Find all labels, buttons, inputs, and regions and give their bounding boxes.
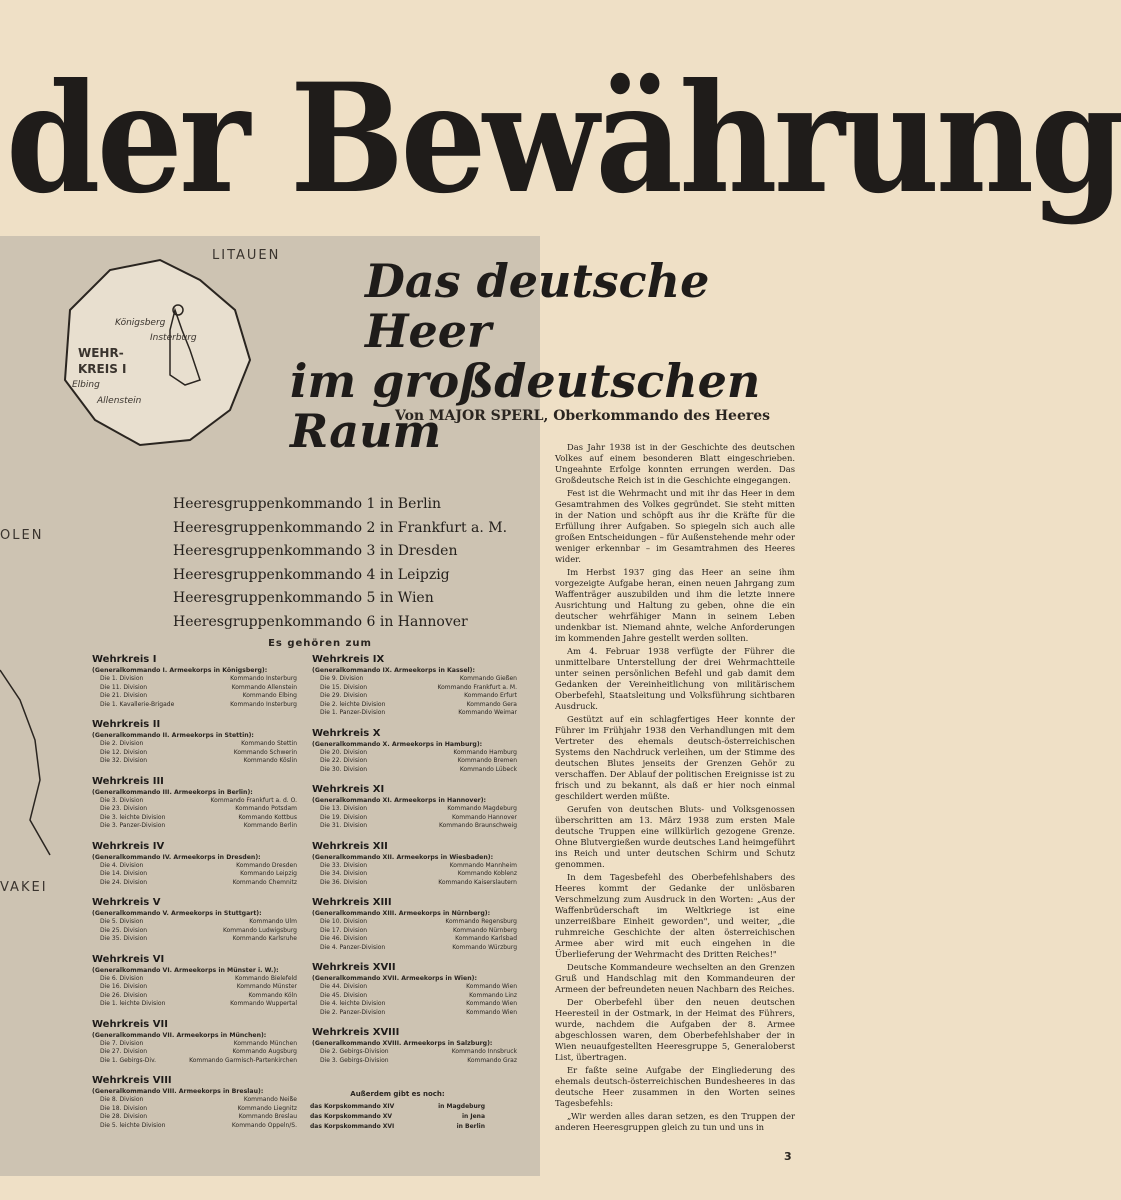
headline: der Bewährung (6, 51, 1121, 227)
division-row (92, 975, 297, 984)
division-name: Die 8. Division (100, 1096, 144, 1103)
division-name: Die 14. Division (100, 870, 148, 877)
division-kommando: Kommando Lübeck (459, 765, 517, 773)
division-kommando: Kommando Bremen (457, 757, 517, 764)
wehrkreis-block (92, 954, 297, 1009)
extra-heading: Außerdem gibt es noch: (350, 1090, 445, 1098)
division-row (92, 692, 297, 701)
division-kommando: Kommando Linz (469, 991, 517, 999)
map-label-slowakei: VAKEI (0, 880, 48, 895)
division-kommando: Kommando Würzburg (452, 943, 517, 951)
division-kommando: Kommando Insterburg (230, 675, 297, 682)
division-name: Die 2. Division (100, 740, 144, 747)
division-name: Die 36. Division (320, 878, 368, 886)
wehrkreis-title: Wehrkreis XI (312, 784, 385, 795)
division-name: Die 1. Kavallerie-Brigade (100, 700, 175, 708)
division-row (92, 1105, 297, 1114)
division-kommando: Kommando München (233, 1039, 297, 1047)
article-paragraph: Deutsche Kommandeure wechselten an den Grenzen Gruß und Handschlag mit den Kommandeuren der Armeen der befreundeten neuen Nachbarn des Reiches. (555, 962, 795, 994)
division-name: Die 34. Division (320, 870, 368, 877)
division-row (92, 701, 297, 710)
map-label-polen: OLEN (0, 528, 44, 543)
division-row (312, 927, 517, 936)
division-row (92, 814, 297, 823)
wehrkreis-generalkommando: (Generalkommando XII. Armeekorps in Wiesbaden): (312, 853, 494, 861)
division-kommando: Kommando Karlsbad (455, 935, 517, 942)
list-item: Heeresgruppenkommando 3 in Dresden (173, 543, 458, 559)
division-row (92, 1113, 297, 1122)
wehrkreis-generalkommando: (Generalkommando VI. Armeekorps in Münster i. W.): (92, 966, 279, 974)
map-label-litauen: LITAUEN (212, 248, 281, 263)
division-kommando: Kommando Münster (236, 983, 297, 990)
division-row (312, 1048, 517, 1057)
division-row (312, 935, 517, 944)
wehrkreis-title: Wehrkreis X (312, 727, 381, 739)
wehrkreis-title: Wehrkreis VII (92, 1018, 168, 1030)
division-kommando: Kommando Kottbus (238, 813, 297, 821)
division-kommando: Kommando Wuppertal (230, 1000, 297, 1007)
division-row (312, 749, 517, 758)
wehrkreis-generalkommando: (Generalkommando II. Armeekorps in Stettin): (92, 732, 254, 739)
division-kommando: Kommando Mannheim (449, 861, 517, 869)
wehrkreis-generalkommando: (Generalkommando I. Armeekorps in Königsberg): (92, 667, 268, 674)
map-border-line (0, 660, 60, 860)
division-name: Die 32. Division (100, 757, 148, 764)
division-kommando: Kommando Chemnitz (232, 878, 297, 886)
division-name: Die 23. Division (100, 805, 148, 812)
division-name: Die 10. Division (320, 918, 368, 925)
division-row (92, 684, 297, 693)
division-name: Die 16. Division (100, 983, 148, 990)
map-label-allenstein: Allenstein (97, 396, 142, 406)
wehrkreis-block (92, 1019, 297, 1066)
division-row (92, 1096, 297, 1105)
map-label-koenigsberg: Königsberg (115, 318, 166, 328)
division-kommando: Kommando Hannover (451, 813, 517, 821)
division-kommando: Kommando Magdeburg (447, 805, 517, 812)
subtitle-line-2: im großdeutschen Raum (290, 354, 761, 458)
division-name: Die 6. Division (100, 974, 144, 982)
wehrkreis-generalkommando: (Generalkommando XI. Armeekorps in Hannover): (312, 797, 487, 804)
division-name: Die 1. Division (100, 675, 144, 682)
division-row (312, 675, 517, 684)
wehrkreis-block (312, 654, 517, 718)
division-name: Die 1. Gebirgs-Div. (100, 1056, 157, 1064)
article-paragraph: Fest ist die Wehrmacht und mit ihr das Heer in dem Gesamtrahmen des Volkes gegründet. Sie steht mitten in der Nation und schöpft aus ihr die Kräfte für die Erfüllung ihrer Aufgaben. So spiegeln sich auch alle großen Entscheidungen – für Außenstehende mehr oder weniger erkennbar – im Gesamtrahmen des Heeres wider. (555, 488, 795, 564)
division-name: Die 3. Gebirgs-Division (320, 1056, 389, 1064)
wehrkreis-block (92, 776, 297, 831)
division-name: Die 3. Panzer-Division (100, 822, 166, 829)
division-row (92, 749, 297, 758)
division-kommando: Kommando Nürnberg (453, 926, 517, 934)
wehrkreis-block (92, 1075, 297, 1130)
division-kommando: Kommando Graz (467, 1056, 517, 1064)
division-row (312, 692, 517, 701)
division-name: Die 17. Division (320, 926, 368, 934)
division-name: Die 33. Division (320, 861, 368, 869)
wehrkreis-generalkommando: (Generalkommando VII. Armeekorps in München): (92, 1031, 267, 1039)
wehrkreis-block (92, 841, 297, 888)
division-row (312, 862, 517, 871)
division-kommando: Kommando Potsdam (235, 805, 297, 812)
heeresgruppen-list (173, 493, 533, 634)
wehrkreis-generalkommando: (Generalkommando XVIII. Armeekorps in Salzburg): (312, 1040, 493, 1047)
division-row (92, 862, 297, 871)
division-name: Die 4. leichte Division (320, 1000, 386, 1007)
division-row (312, 870, 517, 879)
division-kommando: Kommando Berlin (243, 822, 297, 829)
wehrkreis-generalkommando: (Generalkommando III. Armeekorps in Berlin): (92, 788, 253, 796)
division-kommando: Kommando Koblenz (457, 870, 517, 877)
wehrkreis-title: Wehrkreis XVIII (312, 1027, 400, 1038)
division-kommando: Kommando Dresden (236, 861, 297, 869)
article-paragraph: Das Jahr 1938 ist in der Geschichte des deutschen Volkes auf einem besonderen Blatt eingeschrieben. Ungeahnte Erfolge konnten errungen werden. Das Großdeutsche Reich ist in die Geschichte eingegangen. (555, 442, 795, 485)
wehrkreis-title: Wehrkreis XVII (312, 962, 396, 973)
extra-label: das Korpskommando XVI (310, 1123, 395, 1130)
division-kommando: Kommando Schwerin (233, 748, 297, 756)
division-row (92, 927, 297, 936)
division-kommando: Kommando Hamburg (453, 748, 517, 756)
division-name: Die 44. Division (320, 983, 368, 990)
article-body (555, 442, 795, 1135)
division-kommando: Kommando Köln (248, 991, 297, 999)
division-kommando: Kommando Bielefeld (235, 974, 297, 982)
article-paragraph: Der Oberbefehl über den neuen deutschen Heeresteil in der Ostmark, in der Heimat des Führers, wurde, nachdem die Aufgaben der 8. Armee abgeschlossen waren, dem Oberbefehlshaber der in Wien neuaufgestellten Heeresgruppe 5, Generaloberst List, übertragen. (555, 997, 795, 1062)
division-kommando: Kommando Gießen (459, 675, 517, 682)
division-row (312, 709, 517, 718)
division-row (312, 805, 517, 814)
division-row (92, 757, 297, 766)
division-name: Die 30. Division (320, 765, 368, 773)
wehrkreis-title: Wehrkreis I (92, 654, 157, 665)
division-kommando: Kommando Gera (466, 700, 517, 708)
wehrkreis-block (312, 1027, 517, 1065)
division-name: Die 27. Division (100, 1048, 148, 1055)
division-name: Die 18. Division (100, 1104, 148, 1112)
article-paragraph: Gerufen von deutschen Bluts- und Volksgenossen überschritten am 13. März 1938 zum ersten Male deutsche Truppen eine willkürlich gezogene Grenze. Ohne Blutvergießen wurde deutsches Land heimgeführt ins Reich und unter deutschen Schirm und Schutz genommen. (555, 804, 795, 869)
map-label-kreis: KREIS I (78, 362, 127, 376)
wehrkreis-title: Wehrkreis IX (312, 654, 385, 665)
division-kommando: Kommando Frankfurt a. d. O. (210, 796, 297, 804)
division-kommando: Kommando Leipzig (240, 870, 297, 877)
division-row (312, 822, 517, 831)
division-row (92, 935, 297, 944)
division-row (312, 1009, 517, 1018)
extra-korpskommandos (310, 1090, 485, 1132)
wehrkreis-generalkommando: (Generalkommando XIII. Armeekorps in Nürnberg): (312, 910, 491, 917)
wehrkreis-title: Wehrkreis II (92, 719, 161, 730)
extra-location: in Jena (461, 1113, 485, 1120)
list-item: Heeresgruppenkommando 6 in Hannover (173, 613, 468, 630)
division-row (312, 766, 517, 775)
extra-row (310, 1122, 485, 1132)
division-row (92, 805, 297, 814)
wehrkreis-block (312, 728, 517, 775)
division-row (312, 992, 517, 1001)
division-name: Die 1. Panzer-Division (320, 709, 386, 716)
division-row (92, 1057, 297, 1066)
extra-label: das Korpskommando XIV (310, 1103, 395, 1110)
division-kommando: Kommando Wien (466, 983, 517, 990)
wehrkreis-block (312, 962, 517, 1017)
division-row (312, 983, 517, 992)
wehrkreis-block (312, 841, 517, 888)
wehrkreis-block (92, 654, 297, 709)
wehrkreis-generalkommando: (Generalkommando IV. Armeekorps in Dresden): (92, 853, 261, 861)
division-kommando: Kommando Ludwigsburg (222, 926, 297, 934)
division-row (92, 1000, 297, 1009)
wehrkreis-generalkommando: (Generalkommando VIII. Armeekorps in Breslau): (92, 1088, 264, 1095)
division-kommando: Kommando Erfurt (464, 692, 517, 699)
division-name: Die 4. Panzer-Division (320, 943, 386, 951)
division-kommando: Kommando Innsbruck (451, 1048, 517, 1055)
division-kommando: Kommando Stettin (241, 740, 297, 747)
division-row (92, 1040, 297, 1049)
division-row (92, 1122, 297, 1131)
division-row (312, 1000, 517, 1009)
subtitle (290, 256, 820, 456)
division-name: Die 2. Panzer-Division (320, 1008, 386, 1016)
division-kommando: Kommando Weimar (458, 709, 517, 716)
list-item: Heeresgruppenkommando 4 in Leipzig (173, 566, 450, 583)
wehrkreise-right-column (312, 654, 517, 1075)
division-name: Die 13. Division (320, 805, 368, 812)
division-kommando: Kommando Garmisch-Partenkirchen (189, 1056, 297, 1064)
division-name: Die 28. Division (100, 1113, 148, 1120)
wehrkreise-left-column (92, 654, 297, 1140)
division-name: Die 29. Division (320, 692, 368, 699)
extra-location: in Magdeburg (438, 1103, 485, 1110)
division-name: Die 3. Division (100, 796, 144, 804)
division-kommando: Kommando Insterburg (230, 700, 297, 708)
division-row (92, 1048, 297, 1057)
division-name: Die 45. Division (320, 991, 368, 999)
byline: Von MAJOR SPERL, Oberkommando des Heeres (395, 408, 771, 424)
division-name: Die 21. Division (100, 692, 148, 699)
division-row (92, 797, 297, 806)
wehrkreis-generalkommando: (Generalkommando X. Armeekorps in Hamburg): (312, 740, 483, 748)
map-label-insterburg: Insterburg (150, 333, 197, 343)
es-gehoeren-heading: Es gehören zum (268, 638, 372, 649)
wehrkreis-block (312, 897, 517, 952)
division-name: Die 1. leichte Division (100, 1000, 166, 1007)
article-paragraph: Im Herbst 1937 ging das Heer an seine ihm vorgezeigte Aufgabe heran, einen neuen Jahrgang zum Waffenträger auszubilden und ihm die letzte innere Ausrichtung und Haltung zu geben, ohne die ein deutscher wehrfähiger Mann in seinem Leben undenkbar ist. Niemand ahnte, welche Anforderungen im kommenden Jahre gestellt werden sollten. (555, 567, 795, 643)
division-kommando: Kommando Wien (466, 1000, 517, 1007)
wehrkreis-block (312, 784, 517, 831)
article-paragraph: Am 4. Februar 1938 verfügte der Führer die unmittelbare Unterstellung der drei Wehrmachtteile unter seinen persönlichen Befehl und gab damit dem Gedanken der Vereinheitlichung von militärischem Oberbefehl, Staatsleitung und Volksführung sichtbaren Ausdruck. (555, 646, 795, 711)
division-row (312, 918, 517, 927)
division-row (92, 675, 297, 684)
division-row (92, 918, 297, 927)
division-name: Die 3. leichte Division (100, 813, 166, 821)
division-row (92, 992, 297, 1001)
division-row (92, 983, 297, 992)
division-name: Die 24. Division (100, 878, 148, 886)
article-paragraph: „Wir werden alles daran setzen, es den Truppen der anderen Heeresgruppen gleich zu tun und uns in (555, 1111, 795, 1132)
division-row (92, 879, 297, 888)
division-name: Die 15. Division (320, 683, 368, 691)
division-kommando: Kommando Karlsruhe (232, 935, 297, 942)
division-kommando: Kommando Braunschweig (438, 822, 517, 829)
division-row (312, 1057, 517, 1066)
subtitle-line-1: Das deutsche Heer (365, 254, 710, 358)
division-row (312, 701, 517, 710)
map-label-elbing: Elbing (72, 380, 100, 390)
division-name: Die 35. Division (100, 935, 148, 942)
division-kommando: Kommando Frankfurt a. M. (437, 683, 517, 691)
division-name: Die 22. Division (320, 757, 368, 764)
division-row (312, 944, 517, 953)
extra-location: in Berlin (456, 1123, 485, 1130)
wehrkreis-title: Wehrkreis IV (92, 840, 165, 852)
wehrkreis-title: Wehrkreis VIII (92, 1075, 172, 1086)
division-name: Die 9. Division (320, 675, 364, 682)
division-name: Die 20. Division (320, 748, 368, 756)
division-kommando: Kommando Allenstein (231, 683, 297, 691)
division-name: Die 31. Division (320, 822, 368, 829)
division-row (312, 757, 517, 766)
division-kommando: Kommando Neiße (243, 1096, 297, 1103)
division-name: Die 12. Division (100, 748, 148, 756)
wehrkreis-title: Wehrkreis V (92, 897, 161, 908)
division-kommando: Kommando Breslau (238, 1113, 297, 1120)
division-kommando: Kommando Wien (466, 1008, 517, 1016)
wehrkreis-generalkommando: (Generalkommando V. Armeekorps in Stuttgart): (92, 910, 262, 917)
division-name: Die 5. Division (100, 918, 144, 925)
list-item: Heeresgruppenkommando 2 in Frankfurt a. M. (173, 519, 508, 536)
division-name: Die 7. Division (100, 1039, 144, 1047)
division-kommando: Kommando Regensburg (445, 918, 517, 925)
division-name: Die 19. Division (320, 813, 368, 821)
division-name: Die 11. Division (100, 683, 148, 691)
division-kommando: Kommando Ulm (249, 918, 297, 925)
extra-row (310, 1102, 485, 1112)
page-number: 3 (784, 1150, 792, 1163)
division-name: Die 2. leichte Division (320, 700, 386, 708)
wehrkreis-generalkommando: (Generalkommando IX. Armeekorps in Kassel): (312, 667, 475, 674)
division-kommando: Kommando Liegnitz (237, 1104, 297, 1112)
extra-label: das Korpskommando XV (310, 1113, 393, 1120)
division-name: Die 5. leichte Division (100, 1121, 166, 1129)
division-row (312, 814, 517, 823)
extra-row (310, 1112, 485, 1122)
wehrkreis-title: Wehrkreis VI (92, 953, 165, 965)
division-kommando: Kommando Köslin (243, 757, 297, 764)
wehrkreis-title: Wehrkreis XII (312, 840, 388, 852)
wehrkreis-block (92, 897, 297, 944)
article-paragraph: Er faßte seine Aufgabe der Eingliederung des ehemals deutsch-österreichischen Bundesheeres in das deutsche Heer zusammen in den Worten seines Tagesbefehls: (555, 1065, 795, 1108)
list-item: Heeresgruppenkommando 5 in Wien (173, 590, 434, 606)
division-name: Die 26. Division (100, 991, 148, 999)
division-row (312, 879, 517, 888)
list-item: Heeresgruppenkommando 1 in Berlin (173, 496, 442, 512)
division-name: Die 2. Gebirgs-Division (320, 1048, 389, 1055)
division-row (92, 822, 297, 831)
division-row (312, 684, 517, 693)
division-name: Die 4. Division (100, 861, 144, 869)
division-row (92, 870, 297, 879)
article-paragraph: In dem Tagesbefehl des Oberbefehlshabers des Heeres kommt der Gedanke der unlösbaren Verschmelzung zum Ausdruck in den Worten: „Aus der Waffenbrüderschaft im Weltkriege ist eine unzerreißbare Einheit geworden", und weiter, „die ruhmreiche Geschichte der alten österreichischen Armee aber wird mit euch eingehen in die Überlieferung der Wehrmacht des Dritten Reiches!" (555, 872, 795, 959)
division-kommando: Kommando Oppeln/S. (231, 1121, 297, 1129)
wehrkreis-block (92, 719, 297, 766)
division-name: Die 46. Division (320, 935, 368, 942)
wehrkreis-title: Wehrkreis III (92, 775, 164, 787)
division-kommando: Kommando Elbing (242, 692, 297, 699)
wehrkreis-title: Wehrkreis XIII (312, 897, 392, 908)
map-label-wehr: WEHR- (78, 346, 124, 360)
article-paragraph: Gestützt auf ein schlagfertiges Heer konnte der Führer im Frühjahr 1938 den Verhandlungen mit dem Vertreter des ehemals deutsch-österreichischen Systems den Nachdruck verleihen, um der Stimme des deutschen Blutes jenseits der Grenzen Gehör zu verschaffen. Der Ablauf der politischen Ereignisse ist zu frisch und zu bekannt, als daß er hier noch einmal geschildert werden müßte. (555, 714, 795, 801)
division-kommando: Kommando Augsburg (232, 1048, 297, 1055)
wehrkreis-generalkommando: (Generalkommando XVII. Armeekorps in Wien): (312, 975, 477, 982)
division-row (92, 740, 297, 749)
division-kommando: Kommando Kaiserslautern (438, 878, 517, 886)
division-name: Die 25. Division (100, 926, 148, 934)
